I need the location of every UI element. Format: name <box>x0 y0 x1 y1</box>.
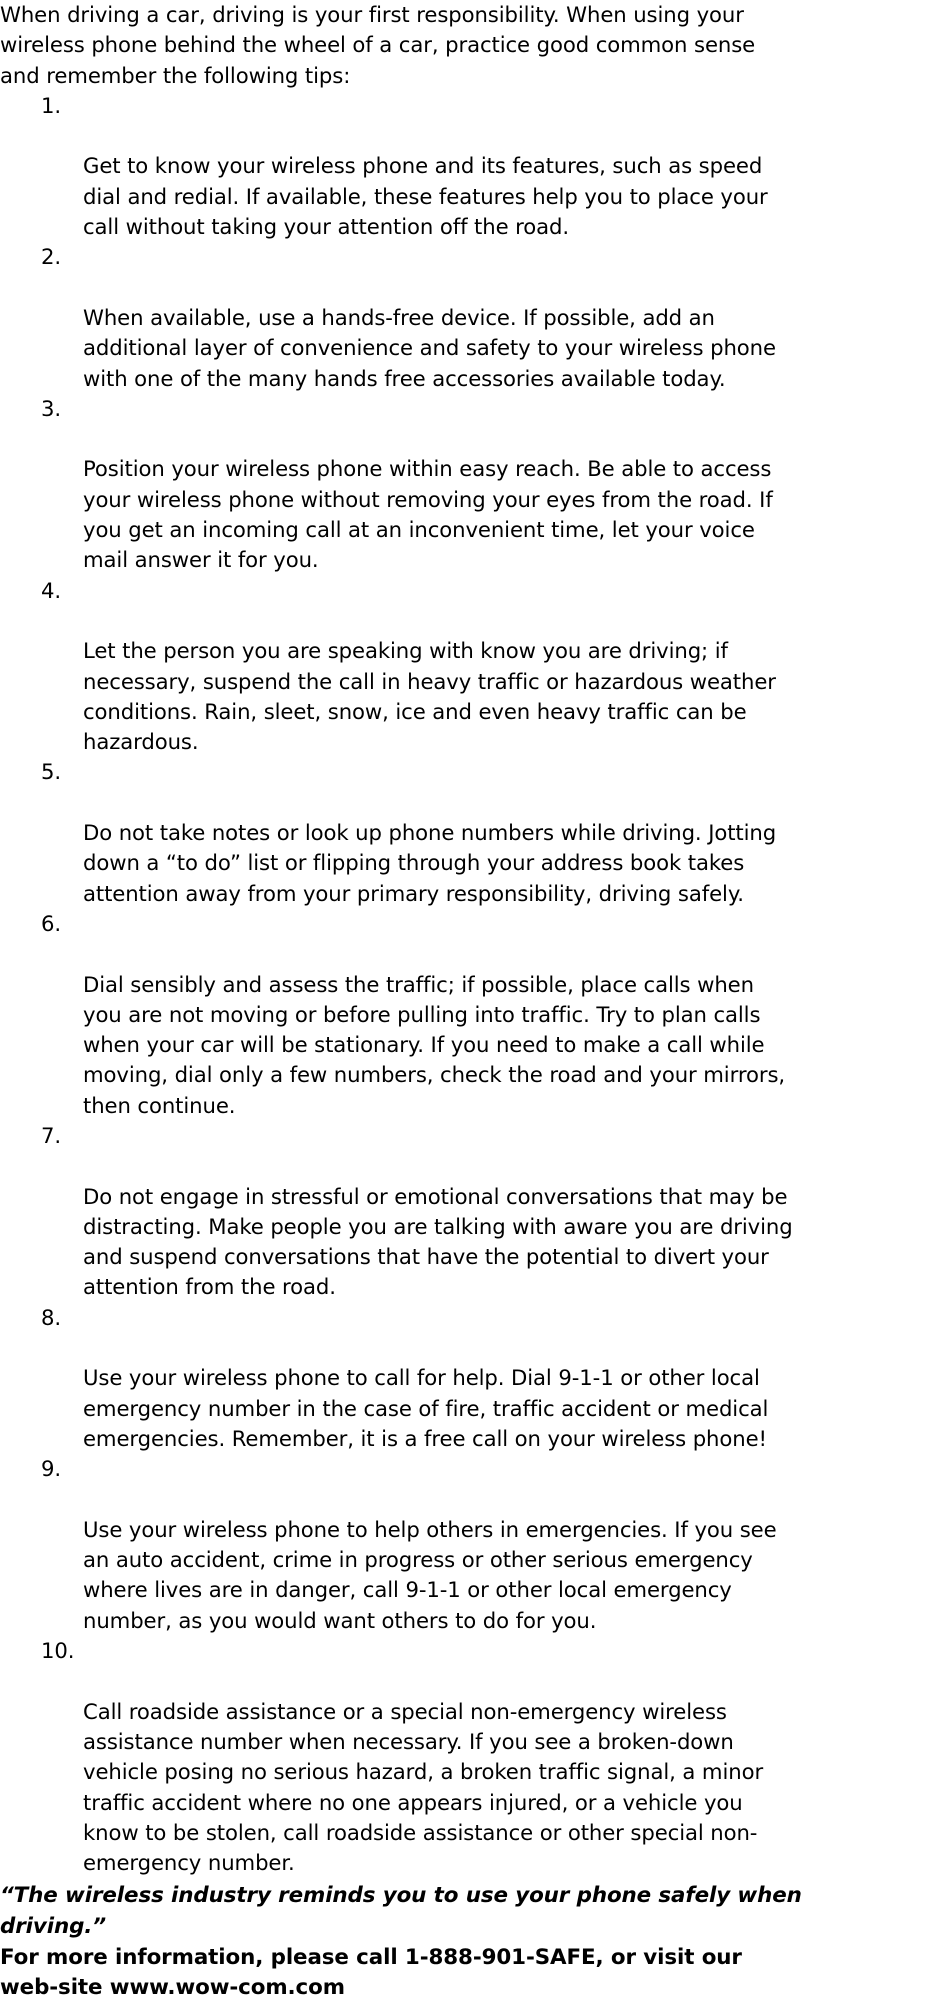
tip-text: Dial sensibly and assess the traffic; if possible, place calls when you are not moving or before pulling into traffic. Try to plan calls when your car will be stationary. If you need to make a call while moving, dial only a few numbers, check the road and your mirrors, then continue. <box>83 971 786 1118</box>
tip-text: Use your wireless phone to help others in emergencies. If you see an auto accident, crime in progress or other serious emergency where lives are in danger, call 9-1-1 or other local emergency number, as you would want others to do for you. <box>83 1516 777 1633</box>
tip-text: Do not engage in stressful or emotional conversations that may be distracting. Make people you are talking with aware you are driving and suspend conversations that have the potential to divert your attention from the road. <box>83 1183 793 1300</box>
tip-number: 7. <box>41 1122 62 1148</box>
tip-item-2 <box>0 242 936 393</box>
tip-number: 6. <box>41 910 62 936</box>
tip-text: Get to know your wireless phone and its features, such as speed dial and redial. If available, these features help you to place your call without taking your attention off the road. <box>83 153 768 240</box>
more-information: For more information, please call 1-888-901-SAFE, or visit our web-site www.wow-com.com <box>0 1945 742 2001</box>
tip-item-10 <box>0 1636 936 1878</box>
tip-text: Call roadside assistance or a special non-emergency wireless assistance number when necessary. If you see a broken-down vehicle posing no serious hazard, a broken traffic signal, a minor traffic accident where no one appears injured, or a vehicle you know to be stolen, call roadside assistance or other special non- emergency number. <box>83 1698 764 1876</box>
tip-text: Use your wireless phone to call for help. Dial 9-1-1 or other local emergency number in the case of fire, traffic accident or medical emergencies. Remember, it is a free call on your wireless phone! <box>83 1365 769 1451</box>
tip-text: When available, use a hands-free device. If possible, add an additional layer of convenience and safety to your wireless phone with one of the many hands free accessories available today. <box>83 304 776 391</box>
tip-number: 3. <box>41 395 62 421</box>
tip-item-9 <box>0 1454 936 1636</box>
tip-item-7 <box>0 1121 936 1303</box>
tip-item-4 <box>0 576 936 758</box>
tip-item-3 <box>0 394 936 576</box>
tip-text: Let the person you are speaking with know you are driving; if necessary, suspend the call in heavy traffic or hazardous weather conditions. Rain, sleet, snow, ice and even heavy traffic can be hazardous. <box>83 638 776 755</box>
intro-paragraph: When driving a car, driving is your first responsibility. When using your wireless phone behind the wheel of a car, practice good common sense and remember the following tips: <box>0 2 756 88</box>
tip-number: 9. <box>41 1456 62 1482</box>
safety-tips-list <box>0 91 936 1879</box>
tip-item-5 <box>0 757 936 908</box>
tip-item-6 <box>0 909 936 1121</box>
tip-number: 8. <box>41 1304 62 1330</box>
tip-text: Do not take notes or look up phone numbers while driving. Jotting down a “to do” list or flipping through your address book takes attention away from your primary responsibility, driving safely. <box>83 820 777 906</box>
tip-item-1 <box>0 91 936 242</box>
tip-number: 1. <box>41 92 62 118</box>
industry-reminder: “The wireless industry reminds you to use your phone safely when driving.” <box>0 1883 802 1939</box>
tip-number: 4. <box>41 577 62 603</box>
tip-text: Position your wireless phone within easy reach. Be able to access your wireless phone without removing your eyes from the road. If you get an incoming call at an inconvenient time, let your voice mail answer it for you. <box>83 456 773 573</box>
tip-number: 10. <box>41 1638 75 1664</box>
tip-number: 2. <box>41 244 62 270</box>
tip-item-8 <box>0 1303 936 1454</box>
tip-number: 5. <box>41 759 62 785</box>
